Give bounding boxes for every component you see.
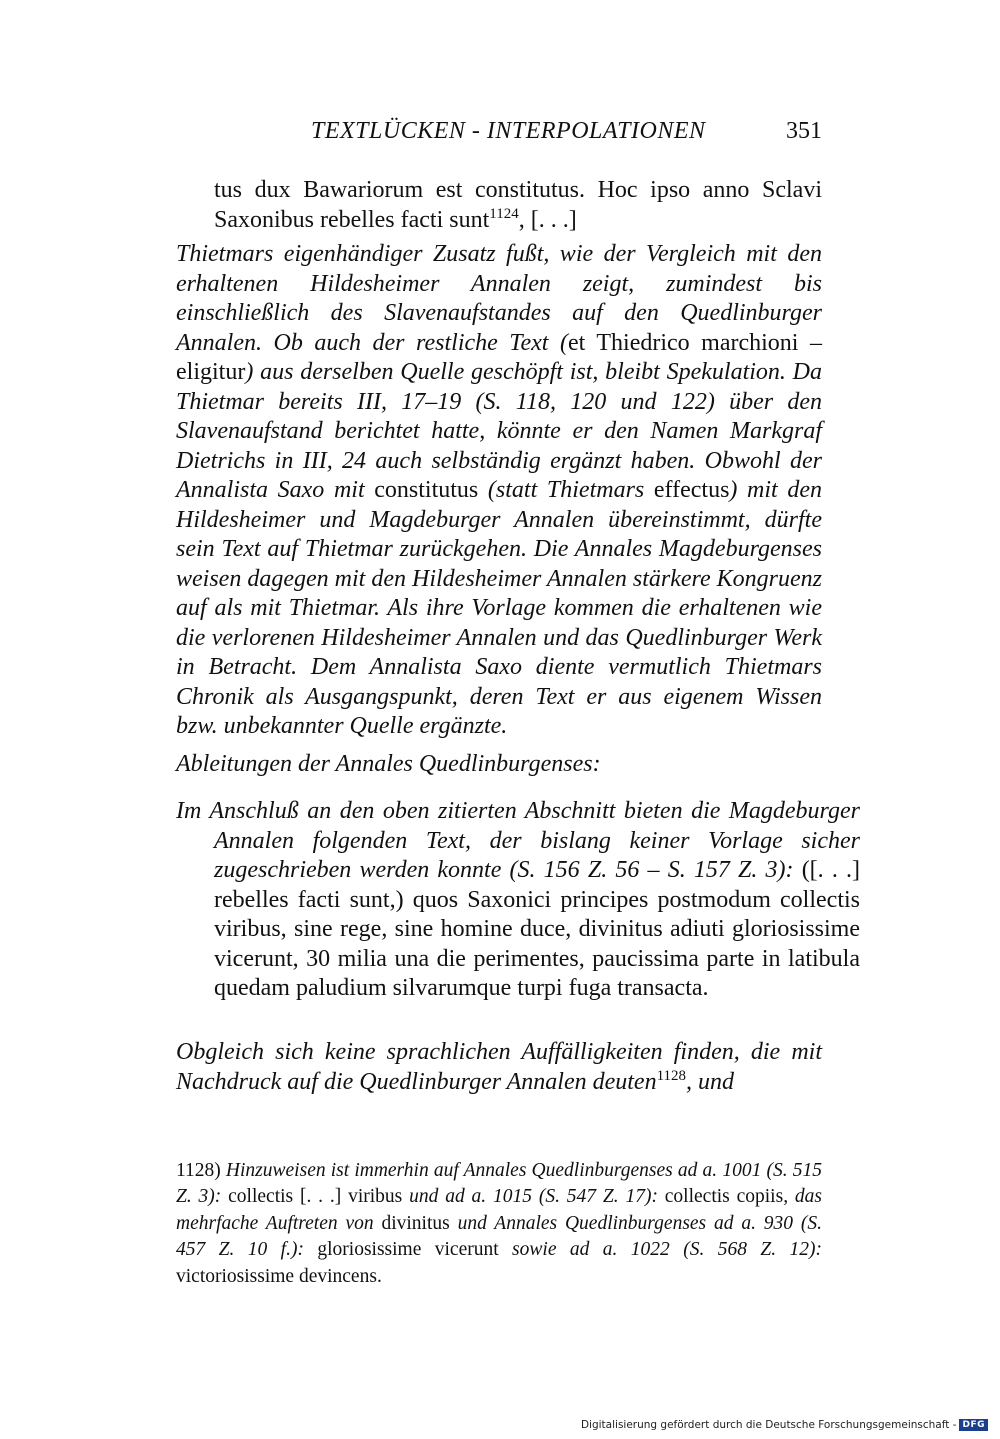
footnote-ref-1128[interactable]: 1128 [656, 1067, 687, 1084]
footnote-number: 1128) [176, 1160, 221, 1181]
footnote-seg-f: divinitus [381, 1212, 450, 1234]
digitization-credit [581, 1419, 988, 1431]
para1-segment-2: ) aus derselben Quelle geschöpft ist, bleibt Spekulation. Da Thietmar bereits III, 17–19 (S. 118, 120 und 122) über den Slavenaufstand berichtet hatte, könnte er den Namen Markgraf Dietrichs in III, 24 auch selbständig ergänzt haben. Obwohl der Annalista Saxo mit [176, 359, 822, 503]
footnote-seg-g: und Annales Quedlinburgenses ad a. 930 (S. 457 Z. 10 f.): [176, 1212, 822, 1261]
footnote-seg-c: und ad a. 1015 (S. 547 Z. 17): [402, 1186, 665, 1208]
dfg-logo[interactable]: DFG [959, 1419, 988, 1431]
footnote-seg-k: . [376, 1265, 382, 1287]
quote-text: tus dux Bawariorum est constitutus. Hoc ipso anno Sclavi Saxonibus rebelles facti sunt [214, 177, 822, 233]
quote-block-1 [214, 176, 822, 235]
credit-text: Digitalisierung gefördert durch die Deutsche Forschungsgemeinschaft - [580, 1419, 957, 1431]
section-heading: Ableitungen der Annales Quedlinburgenses: [176, 751, 601, 777]
footnote-seg-e: , das mehrfache Auftreten von [176, 1186, 822, 1234]
para1-roman-1: et Thiedrico marchioni – eligitur [176, 329, 822, 385]
footnote-seg-b: collectis [. . .] viribus [228, 1186, 403, 1208]
paragraph-magdeburg [176, 797, 860, 1004]
running-title: TEXTLÜCKEN - INTERPOLATIONEN [311, 118, 706, 144]
para1-roman-2: constitutus [374, 477, 479, 503]
footnote-seg-j: victoriosissime devincens [176, 1265, 377, 1287]
footnote-seg-d: collectis copiis [664, 1186, 784, 1208]
footnote-ref-1124[interactable]: 1124 [489, 205, 519, 222]
footnote-seg-h: gloriosissime vicerunt [317, 1239, 499, 1261]
paragraph-obgleich [176, 1038, 822, 1097]
para1-segment-4: ) mit den Hildesheimer und Magdeburger Annalen übereinstimmt, dürfte sein Text auf Thietmar zurückgehen. Die Annales Magdeburgenses weisen dagegen mit den Hildesheimer Annalen stärkere Kongruenz auf als mit Thietmar. Als ihre Vorlage kommen die erhaltenen wie die verlorenen Hildesheimer Annalen und das Quedlinburger Werk in Betracht. Dem Annalista Saxo diente vermutlich Thietmars Chronik als Ausgangspunkt, deren Text er aus eigenem Wissen bzw. unbekannter Quelle ergänzte. [176, 477, 823, 739]
quote-tail: , [. . .] [518, 206, 577, 233]
footnote-seg-i: sowie ad a. 1022 (S. 568 Z. 12): [498, 1239, 822, 1261]
para2-intro: Im Anschluß an den oben zitierten Abschnitt bieten die Magdeburger Annalen folgenden Text, der bislang keiner Vorlage sicher zugeschrieben werden konnte (S. 156 Z. 56 – S. 157 Z. 3): [176, 798, 860, 883]
para1-segment-1: Thietmars eigenhändiger Zusatz fußt, wie der Vergleich mit den erhaltenen Hildesheimer Annalen zeigt, zumindest bis einschließlich des Slavenaufstandes auf den Quedlinburger Annalen. Ob auch der restliche Text ( [176, 241, 822, 356]
page-number: 351 [786, 118, 822, 144]
footnote-1128 [176, 1158, 822, 1290]
paragraph-thietmar [176, 240, 822, 742]
footnote-seg-a: Hinzuweisen ist immerhin auf Annales Quedlinburgenses ad a. 1001 (S. 515 Z. 3): [176, 1160, 822, 1208]
para3-tail: , und [686, 1068, 735, 1095]
para1-roman-3: effectus [653, 477, 730, 503]
para1-segment-3: (statt Thietmars [478, 477, 654, 503]
para3-text: Obgleich sich keine sprachlichen Auffälligkeiten finden, die mit Nachdruck auf die Quedlinburger Annalen deuten [176, 1039, 822, 1095]
para2-quote: ([. . .] rebelles facti sunt,) quos Saxonici principes postmodum collectis viribus, sine rege, sine homine duce, divinitus adiuti gloriosissime vicerunt, 30 milia una die perimentes, paucissima parte in latibula quedam paludium silvarumque turpi fuga transacta. [214, 857, 860, 1001]
